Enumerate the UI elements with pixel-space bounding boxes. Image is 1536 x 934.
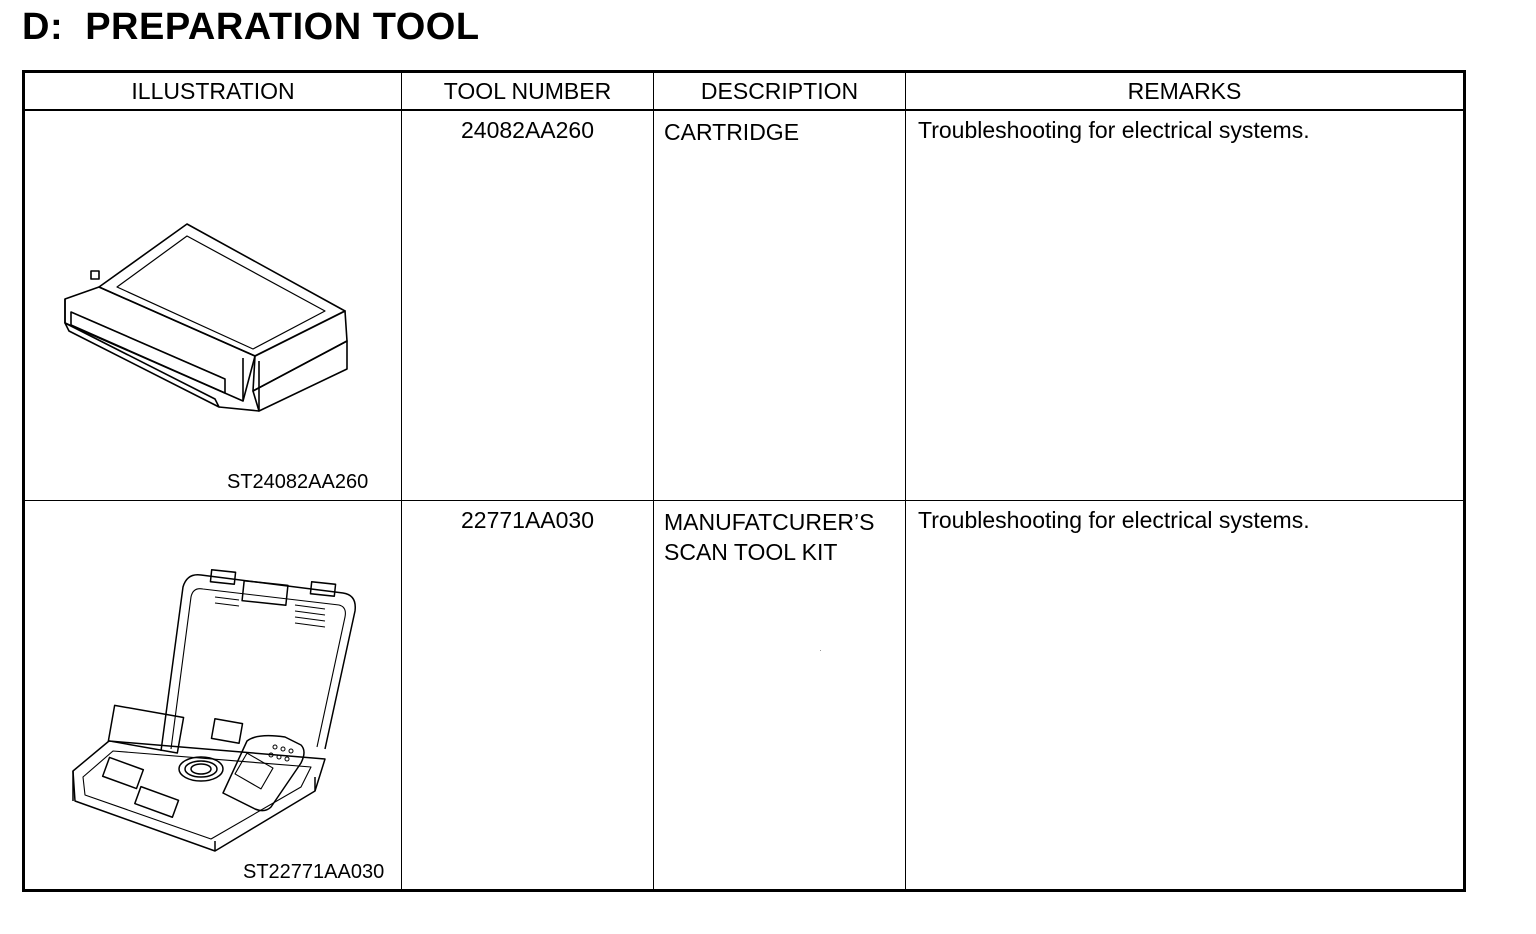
scan-tool-kit-icon [25, 501, 403, 891]
table-header-row [24, 72, 1465, 111]
header-illustration: ILLUSTRATION [24, 72, 402, 111]
description-cell: CARTRIDGE [654, 110, 906, 500]
stray-dot [820, 650, 821, 651]
description-cell: MANUFATCURER’S SCAN TOOL KIT [654, 500, 906, 890]
remarks-cell: Troubleshooting for electrical systems. [906, 110, 1465, 500]
header-description: DESCRIPTION [654, 72, 906, 111]
page-title: D: PREPARATION TOOL [22, 6, 480, 48]
illustration-cell [24, 500, 402, 890]
illustration-code: ST22771AA030 [243, 860, 385, 883]
cartridge-icon [25, 111, 403, 501]
header-tool-number: TOOL NUMBER [402, 72, 654, 111]
illustration-code: ST24082AA260 [227, 471, 369, 493]
preparation-tool-table [22, 70, 1466, 892]
tool-number-cell: 24082AA260 [402, 110, 654, 500]
table-row [24, 110, 1465, 500]
header-remarks: REMARKS [906, 72, 1465, 111]
illustration-cell [24, 110, 402, 500]
remarks-cell: Troubleshooting for electrical systems. [906, 500, 1465, 890]
tool-number-cell: 22771AA030 [402, 500, 654, 890]
table-row [24, 500, 1465, 890]
